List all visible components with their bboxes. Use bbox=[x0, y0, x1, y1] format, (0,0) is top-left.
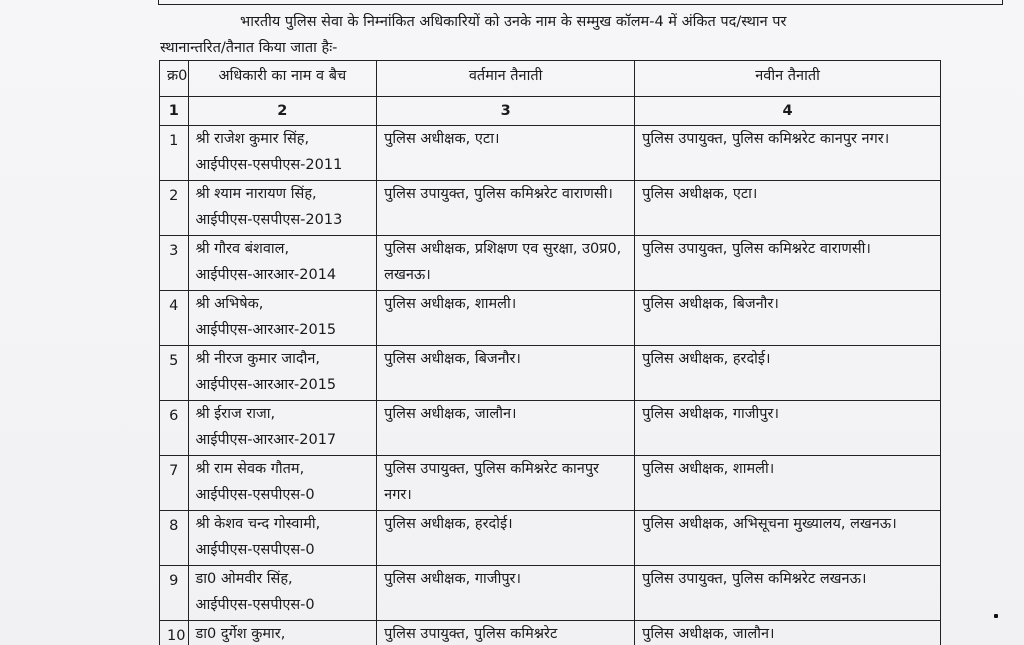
cell-serial bbox=[160, 236, 189, 291]
cell-officer bbox=[188, 236, 377, 291]
cell-text-batch: आईपीएस-एसपीएस-0 bbox=[195, 487, 315, 503]
cell-current-posting bbox=[377, 621, 635, 645]
cell-text-current: पुलिस उपायुक्त, पुलिस कमिश्नरेट कानपुर नगर। bbox=[384, 461, 599, 503]
cell-text-current: पुलिस अधीक्षक, बिजनौर। bbox=[384, 351, 521, 367]
cell-text-sn: 10 bbox=[167, 628, 186, 644]
cell-text-sn: 9 bbox=[169, 573, 179, 589]
cell-text-new: पुलिस अधीक्षक, बिजनौर। bbox=[642, 296, 779, 312]
column-number: 1 bbox=[160, 97, 189, 126]
cell-text-name: श्री राजेश कुमार सिंह, bbox=[195, 131, 310, 147]
cell-text-name: श्री ईराज राजा, bbox=[195, 406, 276, 422]
cell-text-new: पुलिस उपायुक्त, पुलिस कमिश्नरेट कानपुर नगर। bbox=[642, 131, 890, 147]
cell-serial bbox=[160, 346, 189, 401]
cell-current-posting bbox=[377, 291, 635, 346]
cell-officer bbox=[188, 346, 377, 401]
cell-text-batch: आईपीएस-एसपीएस-0 bbox=[195, 597, 315, 613]
cell-new-posting bbox=[635, 181, 941, 236]
cell-text-new: पुलिस अधीक्षक, गाजीपुर। bbox=[642, 406, 779, 422]
cell-text-current: पुलिस अधीक्षक, प्रशिक्षण एव सुरक्षा, उ0प्र0, लखनऊ। bbox=[384, 241, 622, 283]
cell-officer bbox=[188, 621, 377, 645]
cell-current-posting bbox=[377, 126, 635, 181]
cell-serial bbox=[160, 181, 189, 236]
table-row bbox=[160, 511, 941, 566]
cell-serial bbox=[160, 126, 189, 181]
cell-new-posting bbox=[635, 236, 941, 291]
cell-text-new: पुलिस उपायुक्त, पुलिस कमिश्नरेट वाराणसी। bbox=[642, 241, 871, 257]
header-officer-name: अधिकारी का नाम व बैच bbox=[188, 61, 377, 97]
cell-current-posting bbox=[377, 346, 635, 401]
cell-serial bbox=[160, 401, 189, 456]
cell-text-new: पुलिस अधीक्षक, एटा। bbox=[642, 186, 758, 202]
cell-text-sn: 4 bbox=[169, 298, 179, 314]
header-serial: क्र0 bbox=[160, 61, 189, 97]
cell-new-posting bbox=[635, 126, 941, 181]
table-header-row bbox=[160, 61, 941, 97]
table-row bbox=[160, 126, 941, 181]
cell-text-name: श्री अभिषेक, bbox=[195, 296, 264, 312]
intro-line-1: भारतीय पुलिस सेवा के निम्नांकित अधिकारियों को उनके नाम के सम्मुख कॉलम-4 में अंकित पद/स्थान पर bbox=[240, 14, 787, 30]
cell-text-current: पुलिस अधीक्षक, हरदोई। bbox=[384, 516, 513, 532]
table-row bbox=[160, 401, 941, 456]
cell-text-batch: आईपीएस-एसपीएस-2013 bbox=[195, 212, 343, 228]
cell-text-current: पुलिस अधीक्षक, जालौन। bbox=[384, 406, 517, 422]
cell-current-posting bbox=[377, 401, 635, 456]
cell-officer bbox=[188, 181, 377, 236]
cell-new-posting bbox=[635, 456, 941, 511]
cell-text-name: श्री नीरज कुमार जादौन, bbox=[195, 351, 321, 367]
cell-text-sn: 1 bbox=[169, 133, 179, 149]
cell-text-name: श्री श्याम नारायण सिंह, bbox=[195, 186, 317, 202]
transfer-table bbox=[159, 60, 941, 645]
cell-text-sn: 8 bbox=[169, 518, 179, 534]
cell-text-current: पुलिस अधीक्षक, गाजीपुर। bbox=[384, 571, 521, 587]
header-current-posting: वर्तमान तैनाती bbox=[377, 61, 635, 97]
cell-text-current: पुलिस उपायुक्त, पुलिस कमिश्नरेट bbox=[384, 626, 558, 642]
cell-text-new: पुलिस अधीक्षक, जालौन। bbox=[642, 626, 775, 642]
cell-text-sn: 6 bbox=[169, 408, 179, 424]
cell-text-batch: आईपीएस-एसपीएस-0 bbox=[195, 542, 315, 558]
cell-text-current: पुलिस उपायुक्त, पुलिस कमिश्नरेट वाराणसी। bbox=[384, 186, 613, 202]
cell-new-posting bbox=[635, 566, 941, 621]
cell-officer bbox=[188, 401, 377, 456]
cell-text-current: पुलिस अधीक्षक, एटा। bbox=[384, 131, 500, 147]
cell-text-current: पुलिस अधीक्षक, शामली। bbox=[384, 296, 517, 312]
cell-current-posting bbox=[377, 181, 635, 236]
cell-serial bbox=[160, 291, 189, 346]
table-row bbox=[160, 346, 941, 401]
cell-officer bbox=[188, 456, 377, 511]
cell-text-batch: आईपीएस-एसपीएस-2011 bbox=[195, 157, 343, 173]
table-row bbox=[160, 291, 941, 346]
cell-text-new: पुलिस उपायुक्त, पुलिस कमिश्नरेट लखनऊ। bbox=[642, 571, 867, 587]
cell-new-posting bbox=[635, 511, 941, 566]
cell-text-name: डा0 ओमवीर सिंह, bbox=[195, 571, 293, 587]
cell-current-posting bbox=[377, 236, 635, 291]
cell-officer bbox=[188, 566, 377, 621]
scan-mark bbox=[994, 614, 998, 618]
cell-text-name: श्री राम सेवक गौतम, bbox=[195, 461, 305, 477]
table-row bbox=[160, 566, 941, 621]
column-number: 2 bbox=[188, 97, 377, 126]
cell-text-name: श्री केशव चन्द गोस्वामी, bbox=[195, 516, 321, 532]
cell-text-name: डा0 दुर्गेश कुमार, bbox=[195, 626, 286, 642]
cell-text-new: पुलिस अधीक्षक, शामली। bbox=[642, 461, 775, 477]
cell-text-batch: आईपीएस-आरआर-2015 bbox=[195, 377, 337, 393]
cell-text-sn: 2 bbox=[169, 188, 179, 204]
cell-text-sn: 5 bbox=[169, 353, 179, 369]
cell-text-batch: आईपीएस-आरआर-2014 bbox=[195, 267, 337, 283]
cell-text-new: पुलिस अधीक्षक, हरदोई। bbox=[642, 351, 771, 367]
table-row bbox=[160, 621, 941, 645]
cell-officer bbox=[188, 511, 377, 566]
cell-officer bbox=[188, 291, 377, 346]
cell-text-new: पुलिस अधीक्षक, अभिसूचना मुख्यालय, लखनऊ। bbox=[642, 516, 897, 532]
column-number: 4 bbox=[635, 97, 941, 126]
cell-text-batch: आईपीएस-आरआर-2015 bbox=[195, 322, 337, 338]
cell-text-batch: आईपीएस-आरआर-2017 bbox=[195, 432, 337, 448]
header-new-posting: नवीन तैनाती bbox=[635, 61, 941, 97]
table-row bbox=[160, 236, 941, 291]
column-number-row bbox=[160, 97, 941, 126]
column-number: 3 bbox=[377, 97, 635, 126]
cell-serial bbox=[160, 511, 189, 566]
table-row bbox=[160, 456, 941, 511]
cell-serial bbox=[160, 456, 189, 511]
table-row bbox=[160, 181, 941, 236]
cell-new-posting bbox=[635, 621, 941, 645]
cell-text-sn: 3 bbox=[169, 243, 179, 259]
cell-current-posting bbox=[377, 456, 635, 511]
cell-current-posting bbox=[377, 566, 635, 621]
cell-serial bbox=[160, 621, 189, 645]
cell-new-posting bbox=[635, 291, 941, 346]
intro-line-2: स्थानान्तरित/तैनात किया जाता हैः- bbox=[160, 40, 338, 56]
header-box-border bbox=[158, 0, 1003, 5]
cell-officer bbox=[188, 126, 377, 181]
cell-serial bbox=[160, 566, 189, 621]
cell-new-posting bbox=[635, 346, 941, 401]
cell-text-name: श्री गौरव बंशवाल, bbox=[195, 241, 290, 257]
cell-new-posting bbox=[635, 401, 941, 456]
cell-text-sn: 7 bbox=[169, 463, 179, 479]
cell-current-posting bbox=[377, 511, 635, 566]
